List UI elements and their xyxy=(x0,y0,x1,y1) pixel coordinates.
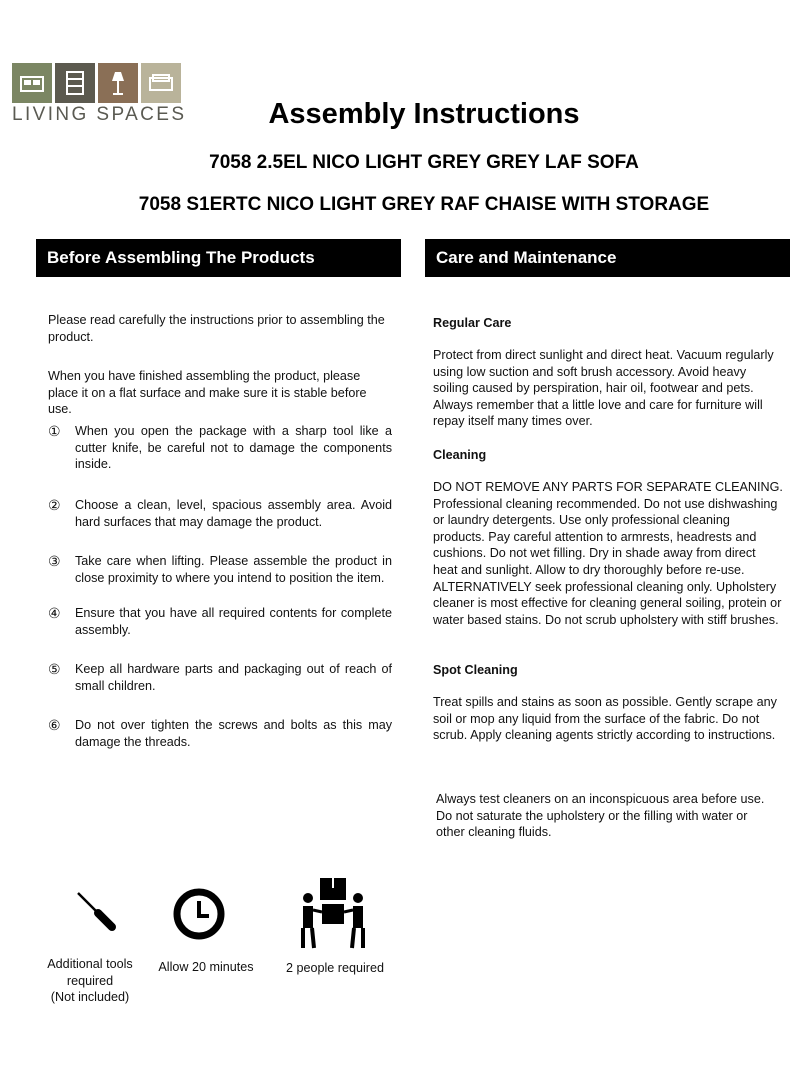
tools-caption-line1: Additional tools xyxy=(47,957,133,971)
lamp-icon xyxy=(98,63,138,103)
spot-cleaning-text: Treat spills and stains as soon as possible. Gently scrape any soil or mop any liquid from the surface of the fabric. Do not scrub. Apply cleaning agents strictly according to instructions. xyxy=(433,695,777,743)
sofa-icon xyxy=(141,63,181,103)
two-people-lifting-icon xyxy=(300,876,366,950)
item-number: ④ xyxy=(48,605,61,621)
list-item xyxy=(48,497,392,530)
regular-care-heading: Regular Care xyxy=(433,316,512,330)
item-text: Keep all hardware parts and packaging out of reach of small children. xyxy=(75,662,392,693)
item-number: ⑤ xyxy=(48,661,61,677)
tools-caption xyxy=(34,956,146,1006)
page-title: Assembly Instructions xyxy=(268,98,580,130)
list-item xyxy=(48,605,392,638)
cleaning-heading: Cleaning xyxy=(433,448,487,462)
dresser-icon xyxy=(55,63,95,103)
screwdriver-icon xyxy=(72,889,120,933)
item-text: Take care when lifting. Please assemble the product in close proximity to where you intend to position the item. xyxy=(75,554,392,585)
product-title-1: 7058 2.5EL NICO LIGHT GREY GREY LAF SOFA xyxy=(209,152,639,173)
regular-care-text: Protect from direct sunlight and direct heat. Vacuum regularly using low suction and soft brush accessory. Avoid heavy soiling caused by perspiration, hair oil, footwear and pets. Always remember that a little love and care for furniture will repay itself many times over. xyxy=(433,348,774,429)
care-maintenance-heading: Care and Maintenance xyxy=(425,239,790,277)
intro-paragraph-2: When you have finished assembling the product, please place it on a flat surface and make sure it is stable before use. xyxy=(48,369,367,417)
item-number: ① xyxy=(48,423,61,439)
test-cleaners-text: Always test cleaners on an inconspicuous area before use. Do not saturate the upholstery or the filling with water or other cleaning fluids. xyxy=(436,792,765,840)
item-number: ③ xyxy=(48,553,61,569)
item-text: Ensure that you have all required contents for complete assembly. xyxy=(75,606,392,637)
time-caption: Allow 20 minutes xyxy=(158,960,254,974)
spot-cleaning-heading: Spot Cleaning xyxy=(433,663,518,677)
tools-caption-line2: required xyxy=(66,973,114,988)
item-text: Do not over tighten the screws and bolts as this may damage the threads. xyxy=(75,718,392,749)
cleaning-text: DO NOT REMOVE ANY PARTS FOR SEPARATE CLEANING. Professional cleaning recommended. Do not use dishwashing or laundry detergents. Use only professional cleaning products. Pay careful attention to armrests, headrests and cushions. Do not wet filling. Dry in shade away from direct heat and sunlight. Allow to dry thoroughly before re-use. ALTERNATIVELY seek professional cleaning only. Upholstery cleaner is most effective for cleaning general soiling, protein or water based stains. Do not scrub upholstery with stiff brushes. xyxy=(433,480,783,627)
intro-paragraph-1: Please read carefully the instructions prior to assembling the product. xyxy=(48,313,385,344)
logo-wordmark: LIVING SPACES xyxy=(12,104,187,125)
list-item xyxy=(48,423,392,473)
before-assembling-heading: Before Assembling The Products xyxy=(36,239,401,277)
clock-icon xyxy=(172,886,228,942)
logo-tiles xyxy=(12,63,177,103)
product-title-2: 7058 S1ERTC NICO LIGHT GREY RAF CHAISE WITH STORAGE xyxy=(138,194,710,215)
item-text: Choose a clean, level, spacious assembly area. Avoid hard surfaces that may damage the product. xyxy=(75,498,392,529)
item-text: When you open the package with a sharp tool like a cutter knife, be careful not to damage the components inside. xyxy=(75,424,392,472)
list-item xyxy=(48,661,392,694)
bed-icon xyxy=(12,63,52,103)
tools-caption-line3: (Not included) xyxy=(50,990,130,1005)
list-item xyxy=(48,553,392,586)
item-number: ⑥ xyxy=(48,717,61,733)
people-caption: 2 people required xyxy=(285,961,385,975)
item-number: ② xyxy=(48,497,61,513)
list-item xyxy=(48,717,392,750)
